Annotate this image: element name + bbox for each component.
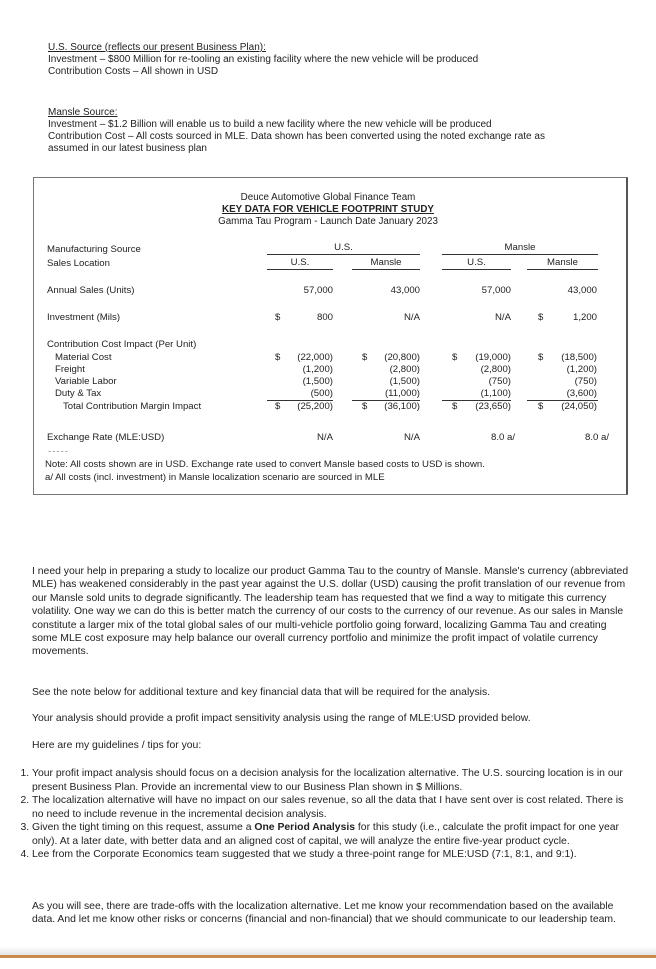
mfg-group-us: U.S.	[267, 242, 420, 255]
dollar-sign: $	[275, 312, 281, 323]
cell-value: (20,800)	[384, 352, 420, 363]
guidelines-intro: Here are my guidelines / tips for you:	[32, 740, 202, 751]
mansle-source-costs-1: Contribution Cost – All costs sourced in MLE. Data shown has been converted using the noted exchange rate as	[48, 131, 545, 142]
cell-value: (24,050)	[561, 401, 597, 412]
cell-value: 43,000	[567, 285, 597, 296]
dollar-sign: $	[452, 401, 458, 412]
cell-value: (18,500)	[561, 352, 597, 363]
dollar-sign: $	[538, 312, 544, 323]
row-label: Total Contribution Margin Impact	[63, 401, 202, 412]
mansle-source-costs-2: assumed in our latest business plan	[48, 143, 207, 154]
sales-location-4: Mansle	[527, 257, 598, 270]
cell-value: (3,600)	[566, 388, 597, 399]
cell-value: (19,000)	[475, 352, 511, 363]
cell-value: (500)	[310, 388, 333, 399]
dollar-sign: $	[362, 401, 368, 412]
guideline-item-4: 4. Lee from the Corporate Economics team suggested that we study a three-point range for MLE:USD (7:1, 8:1, and 9:1).	[32, 848, 630, 862]
intro-paragraph: I need your help in preparing a study to localize our product Gamma Tau to the country of Mansle. Mansle's currency (abbreviated MLE) has weakened considerably in the past year against the U.S. dollar (USD) causing the profit translation of our revenue from our Mansle sold units to degrade significantly. The leadership team has requested that we find a way to mitigate this currency volatility. One way we can do this is better match the currency of our costs to the currency of our revenue. As our sales in Mansle constitute a larger mix of the total global sales of our multi-vehicle portfolio going forward, localizing Gamma Tau and creating some MLE cost exposure may help balance our overall currency portfolio and minimize the profit impact of volatile currency movements.	[32, 566, 629, 658]
cell-value: (1,500)	[302, 376, 333, 387]
us-source-heading: U.S. Source (reflects our present Business Plan):	[48, 42, 266, 53]
row-label: Investment (Mils)	[47, 312, 121, 323]
table-footnote: a/ All costs (incl. investment) in Mansle localization scenario are sourced in MLE	[45, 472, 385, 483]
sales-location-1: U.S.	[267, 257, 333, 270]
subtotal-underline	[352, 400, 420, 401]
dollar-sign: $	[275, 401, 281, 412]
see-note-paragraph: See the note below for additional texture and key financial data that will be required for the analysis.	[32, 687, 491, 698]
subtotal-underline	[267, 400, 333, 401]
table-title: KEY DATA FOR VEHICLE FOOTPRINT STUDY	[222, 204, 434, 215]
sales-location-label: Sales Location	[47, 258, 110, 269]
guidelines-list	[0, 767, 630, 862]
row-label: Material Cost	[55, 352, 112, 363]
us-source-investment: Investment – $800 Million for re-tooling an existing facility where the new vehicle will be produced	[48, 54, 479, 65]
cell-value: (2,800)	[480, 364, 511, 375]
table-org: Deuce Automotive Global Finance Team	[240, 192, 416, 203]
guideline-item-3	[32, 821, 630, 848]
cell-value: 1,200	[572, 312, 597, 323]
dollar-sign: $	[362, 352, 368, 363]
cell-value: 8.0 a/	[584, 432, 609, 443]
item3-bold: One Period Analysis	[254, 822, 356, 833]
cell-value: (1,500)	[389, 376, 420, 387]
cell-value: (11,000)	[384, 388, 420, 399]
closing-paragraph: As you will see, there are trade-offs with the localization alternative. Let me know your recommendation based on the available data. And let me know other risks or concerns (financial and non-financial) that we should communicate to our leadership team.	[32, 901, 616, 925]
row-label: Freight	[55, 364, 85, 375]
cell-value: 800	[316, 312, 333, 323]
mfg-source-label: Manufacturing Source	[47, 244, 141, 255]
guideline-item-2: 2. The localization alternative will have no impact on our sales revenue, so all the data that I have sent over is cost related. There is no need to include revenue in the incremental decision analysis.	[32, 794, 630, 821]
cell-value: 8.0 a/	[490, 432, 515, 443]
guideline-item-1: 1. Your profit impact analysis should focus on a decision analysis for the localization alternative. The U.S. sourcing location is in our present Business Plan. Provide an incremental view to our Business Plan shown in $ Millions.	[32, 767, 630, 794]
cell-value: (750)	[574, 376, 597, 387]
cell-value: N/A	[495, 312, 511, 323]
cell-value: (25,200)	[297, 401, 333, 412]
analysis-paragraph: Your analysis should provide a profit impact sensitivity analysis using the range of MLE:USD provided below.	[32, 713, 531, 724]
bottom-accent-line	[0, 955, 656, 958]
item3-text-end: for this study (i.e., calculate the profit impact for one year only). At a later date, with better data and an aligned cost of capital, we will analyze the entire five-year product cycle.	[32, 822, 619, 847]
subtotal-underline	[442, 400, 511, 401]
cell-value: N/A	[317, 432, 333, 443]
cell-value: N/A	[404, 432, 420, 443]
cell-value: 57,000	[481, 285, 511, 296]
row-label: Annual Sales (Units)	[47, 285, 135, 296]
mansle-source-heading: Mansle Source:	[48, 107, 118, 118]
table-subtitle: Gamma Tau Program - Launch Date January 2023	[218, 216, 438, 227]
mfg-group-mansle: Mansle	[442, 242, 598, 255]
subtotal-underline	[527, 400, 598, 401]
cell-value: (1,200)	[302, 364, 333, 375]
us-source-costs: Contribution Costs – All shown in USD	[48, 66, 219, 77]
row-label: Contribution Cost Impact (Per Unit)	[47, 339, 197, 350]
bottom-shadow	[0, 946, 656, 955]
cell-value: (750)	[488, 376, 511, 387]
row-label: Exchange Rate (MLE:USD)	[47, 432, 165, 443]
cell-value: (1,200)	[566, 364, 597, 375]
note-dashes: -----	[48, 446, 69, 457]
cell-value: (1,100)	[480, 388, 511, 399]
dollar-sign: $	[452, 352, 458, 363]
dollar-sign: $	[538, 401, 544, 412]
cell-value: 43,000	[390, 285, 420, 296]
sales-location-3: U.S.	[442, 257, 511, 270]
dollar-sign: $	[538, 352, 544, 363]
dollar-sign: $	[275, 352, 281, 363]
sales-location-2: Mansle	[352, 257, 420, 270]
table-note: Note: All costs shown are in USD. Exchange rate used to convert Mansle based costs to USD is shown.	[45, 459, 485, 470]
cell-value: (2,800)	[389, 364, 420, 375]
row-label: Duty & Tax	[55, 388, 102, 399]
cell-value: (23,650)	[475, 401, 511, 412]
item3-text: Given the tight timing on this request, assume a	[32, 822, 255, 833]
row-label: Variable Labor	[55, 376, 117, 387]
cell-value: (22,000)	[297, 352, 333, 363]
cell-value: (36,100)	[384, 401, 420, 412]
cell-value: 57,000	[303, 285, 333, 296]
mansle-source-investment: Investment – $1.2 Billion will enable us to build a new facility where the new vehicle will be produced	[48, 119, 492, 130]
cell-value: N/A	[404, 312, 420, 323]
